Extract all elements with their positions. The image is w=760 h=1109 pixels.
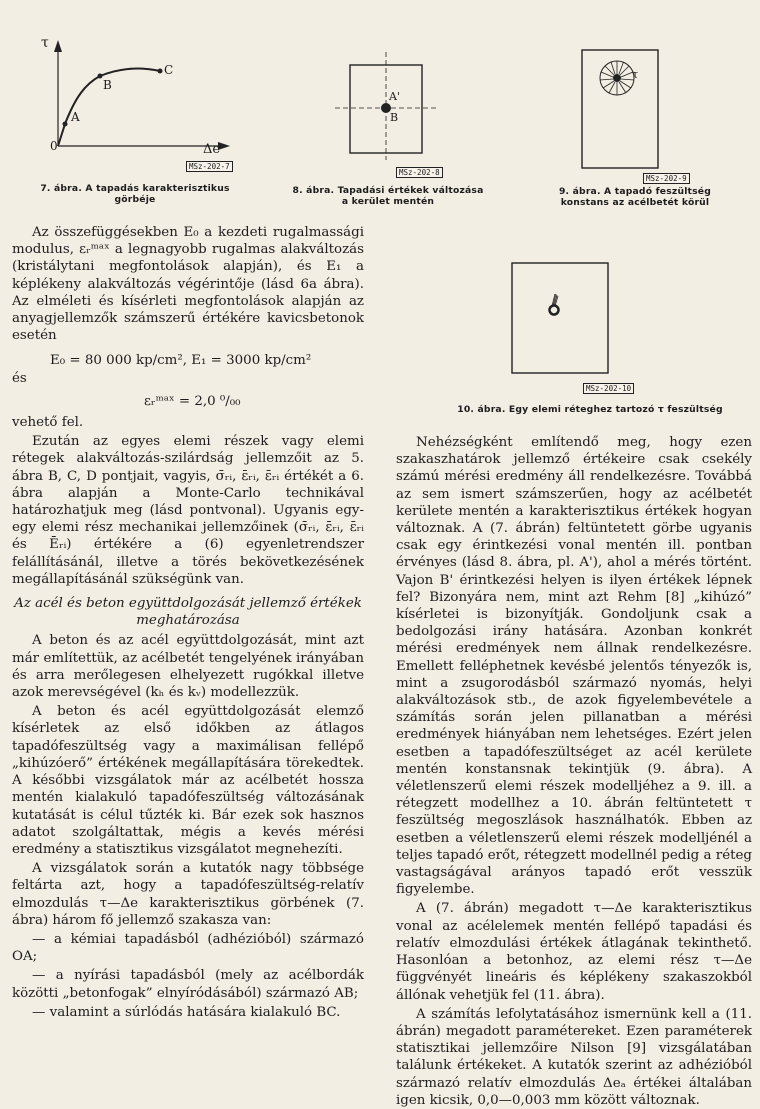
- figure-9-diagram: [570, 44, 670, 174]
- fig7-origin-label: 0: [50, 139, 58, 153]
- list-item-oa: — a kémiai tapadásból (adhézióból) származó OA;: [12, 931, 364, 965]
- fig10-bar-section: [550, 306, 559, 315]
- right-column: [396, 434, 752, 1109]
- figure-10-diagram: [500, 258, 620, 378]
- fig7-x-label: Δe: [203, 142, 221, 157]
- left-paragraph-4: A beton és acél együttdolgozását elemző kísérletek az első időkben az átlagos tapadófeszültség vagy a maximálisan fellépő „kihúzóerő” értékének megállapítására törekedtek. A későbbi vizsgálatok már az acélbetét hossza mentén kialakuló tapadófeszültség változásának kutatását is célul tűzték ki. Bár ezek sok hasznos adatot szolgáltattak, mégis a kevés mérési eredmény a statisztikus vizsgálatot megnehezíti.: [12, 704, 364, 857]
- list-item-ab: — a nyírási tapadásból (mely az acélbordák közötti „betonfogak” elnyíródásából) származó AB;: [12, 968, 364, 1001]
- left-column: [12, 224, 364, 1021]
- fig9-bar-section: [613, 74, 621, 82]
- section-heading: Az acél és beton együttdolgozását jellemző értékek meghatározása: [14, 596, 362, 629]
- fig7-b-label: B: [103, 78, 112, 92]
- fig7-a-label: A: [71, 110, 80, 124]
- formula-moduli: E₀ = 80 000 kp/cm², E₁ = 3000 kp/cm²: [50, 353, 312, 369]
- fig7-point-a: [63, 122, 68, 127]
- fig7-tag: MSz-202-7: [186, 161, 233, 172]
- left-veheto: vehető fel.: [12, 415, 84, 431]
- fig10-caption: 10. ábra. Egy elemi réteghez tartozó τ feszültség: [457, 404, 723, 415]
- fig8-caption: 8. ábra. Tapadási értékek változása a kerület mentén: [292, 185, 484, 207]
- left-paragraph-5: A vizsgálatok során a kutatók nagy többsége feltárta azt, hogy a tapadófeszültség-relatív elmozdulás τ—Δe karakterisztikus görbének (7. ábra) három fő jellemző szakasza van:: [12, 861, 364, 928]
- left-paragraph-1: Az összefüggésekben E₀ a kezdeti rugalmassági modulus, εᵣᵐᵃˣ a legnagyobb rugalmas alakváltozás (kristálytani megfontolások alapján), és E₁ a képlékeny alakváltozás végérintője (lásd 6a ábra). Az elméleti és kísérleti megfontolások alapján az anyagjellemzők számszerű értékére kavicsbetonok esetén: [12, 225, 364, 344]
- left-paragraph-2: Ezután az egyes elemi részek vagy elemi rétegek alakváltozás-szilárdság jellemzőit az 5. ábra B, C, D pontjait, vagyis, σ̄ᵣᵢ, ε̄ᵣᵢ, ε̄ᵣᵢ értékét a 6. ábra alapján a Monte-Carlo technikával határozhatjuk meg (lásd pontvonal). Ugyanis egy-egy elemi rész mechanikai jellemzőinek (σ̄ᵣᵢ, ε̄ᵣᵢ, ε̄ᵣᵢ és Ēᵣᵢ) értékére a (6) egyenletrendszer felállításánál, illetve a törés bekövetkezésének megállapításánál szükségünk van.: [12, 434, 364, 587]
- fig7-point-b: [98, 74, 103, 79]
- list-item-bc: — valamint a súrlódás hatására kialakuló BC.: [32, 1004, 341, 1020]
- figure-8-diagram: [330, 50, 440, 165]
- fig10-section-frame: [512, 263, 608, 373]
- fig10-stress-fan: [552, 294, 558, 306]
- left-paragraph-3: A beton és az acél együttdolgozását, mint azt már említettük, az acélbetét tengelyének irányában és arra merőlegesen elhelyezett rugókkal illetve azok merevségével (kₕ és kᵥ) modellezzük.: [12, 633, 364, 701]
- fig10-tag: MSz-202-10: [583, 383, 634, 394]
- right-paragraph-2: A (7. ábrán) megadott τ—Δe karakterisztikus vonal az acélelemek mentén fellépő tapadási és relatív elmozdulási értékek átlagának tekinthető. Hasonlóan a betonhoz, az elemi rész τ—Δe függvényét lineáris és képlékeny szakaszokból állónak vehetjük fel (11. ábra).: [396, 901, 752, 1003]
- fig9-tag: MSz-202-9: [643, 173, 690, 184]
- right-paragraph-1: Nehézségként említendő meg, hogy ezen szakaszhatárok jellemző értékeire csak csekély számú mérési eredmény áll rendelkezésre. Továbbá az sem ismert számszerűen, hogy az acélbetét kerülete mentén a karakterisztikus értékek hogyan változnak. A (7. ábrán) feltüntetett görbe ugyanis csak egy érintkezési vonal mentén ill. pontban érvényes (lásd 8. ábra, pl. A'), ahol a mérés történt. Vajon B' érintkezési helyen is ilyen értékek lépnek fel? Bizonyára nem, mint azt Rehm [8] „kihúzó” kísérletei is bizonyítják. Gondoljunk csak a bedolgozási irány hatására. Azonban konkrét mérési eredmények nem állnak rendelkezésre. Emellett felléphetnek kevésbé jelentős tényezők is, mint a zsugorodásból származó nyomás, helyi alakváltozások stb., de azok figyelembevétele a számítás során jelen pillanatban a mérési eredmények hiányában nem lehetséges. Ezért jelen esetben a tapadófeszültséget az acél kerülete mentén konstansnak tekintjük (9. ábra). A véletlenszerű elemi részek modelljéhez a 9. ill. a rétegzett modellhez a 10. ábrán feltüntetett τ feszültség megoszlások használhatók. Ebben az esetben a véletlenszerű elemi részek modelljénél a teljes tapadó erőt, rétegzett modellnél pedig a réteg vastagságával arányos tapadó erőt vesszük figyelembe.: [396, 435, 752, 898]
- formula-strain: εᵣᵐᵃˣ = 2,0 ⁰/₀₀: [144, 393, 241, 409]
- fig7-point-c: [158, 69, 163, 74]
- right-paragraph-3: A számítás lefolytatásához ismernünk kell a (11. ábrán) megadott paramétereket. Ezen paraméterek statisztikai jellemzőire Nilson [9] vizsgálatában találunk értékeket. A kutatók szerint az adhézióból származó relatív elmozdulás Δeₐ értékei általában igen kicsik, 0,0—0,003 mm között változnak.: [396, 1006, 752, 1108]
- fig9-caption: 9. ábra. A tapadó feszültség konstans az acélbetét körül: [558, 186, 712, 208]
- fig8-tag: MSz-202-8: [396, 167, 443, 178]
- fig7-c-label: C: [164, 63, 174, 77]
- fig7-caption: 7. ábra. A tapadás karakterisztikus görbéje: [40, 183, 230, 205]
- fig9-tau-label: τ: [632, 68, 639, 81]
- figure-7-graph: [30, 36, 230, 161]
- fig9-section-frame: [582, 50, 658, 168]
- fig8-a-label: A': [389, 90, 400, 103]
- fig7-y-arrow: [54, 40, 62, 52]
- fig7-y-label: τ: [41, 35, 49, 51]
- formula-connector: és: [12, 370, 27, 386]
- fig8-b-label: B: [390, 111, 399, 124]
